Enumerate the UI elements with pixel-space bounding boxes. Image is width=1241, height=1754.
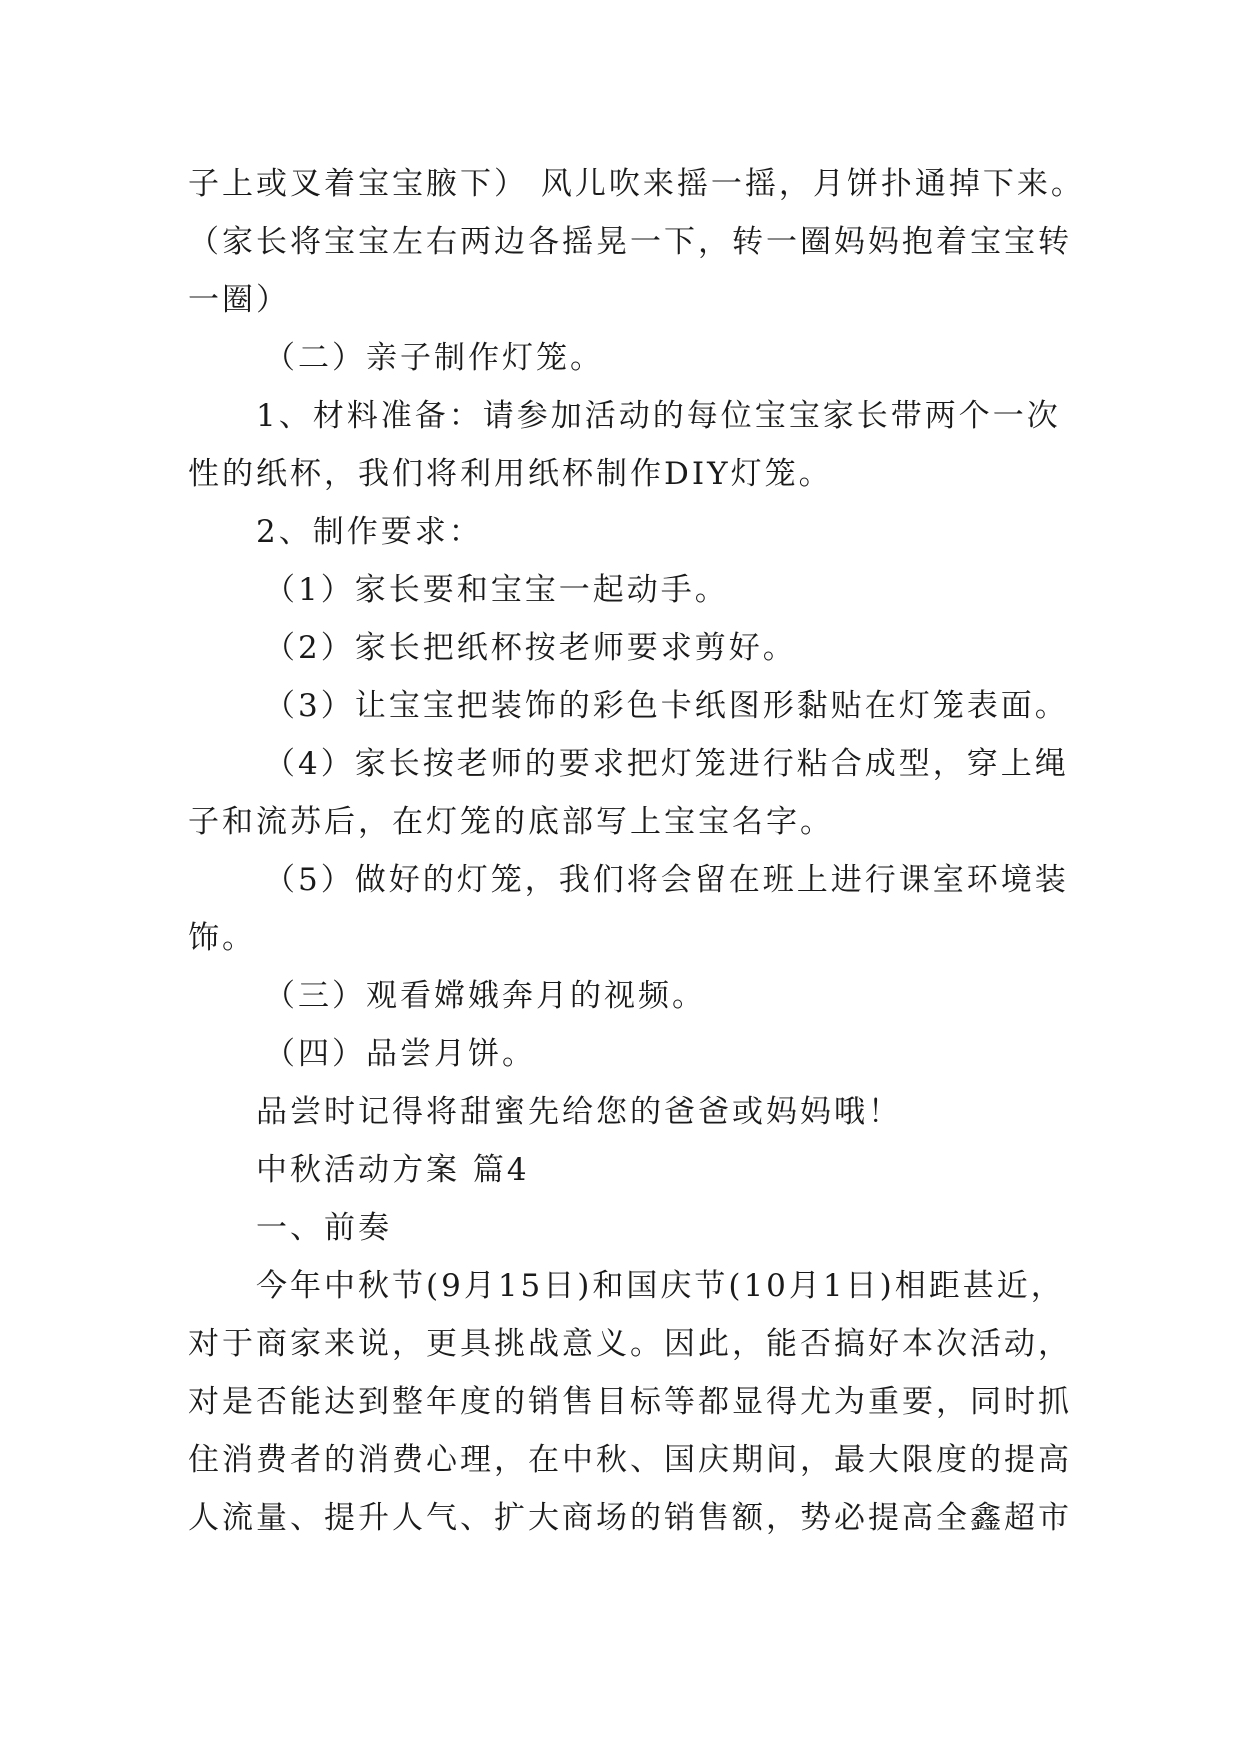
section-heading: 中秋活动方案 篇4 [256, 1152, 530, 1188]
list-item: （5）做好的灯笼，我们将会留在班上进行课室环境装 [264, 862, 1069, 898]
text-line: 对于商家来说，更具挑战意义。因此，能否搞好本次活动， [188, 1326, 1072, 1362]
text-line: 人流量、提升人气、扩大商场的销售额，势必提高全鑫超市 [188, 1500, 1072, 1536]
text-line: 性的纸杯，我们将利用纸杯制作DIY灯笼。 [188, 456, 833, 492]
list-item: （4）家长按老师的要求把灯笼进行粘合成型，穿上绳 [264, 746, 1069, 782]
text-line: 对是否能达到整年度的销售目标等都显得尤为重要，同时抓 [188, 1384, 1072, 1420]
list-item: （3）让宝宝把装饰的彩色卡纸图形黏贴在灯笼表面。 [264, 688, 1069, 724]
text-line: 一圈） [188, 282, 290, 318]
section-heading: （四）品尝月饼。 [264, 1036, 536, 1072]
text-line: 饰。 [188, 920, 256, 956]
text-line: 住消费者的消费心理，在中秋、国庆期间，最大限度的提高 [188, 1442, 1072, 1478]
section-heading: （三）观看嫦娥奔月的视频。 [264, 978, 706, 1014]
text-line: （家长将宝宝左右两边各摇晃一下，转一圈妈妈抱着宝宝转 [188, 224, 1072, 260]
text-line: 今年中秋节(9月15日)和国庆节(10月1日)相距甚近， [256, 1268, 1065, 1304]
text-line: 子和流苏后，在灯笼的底部写上宝宝名字。 [188, 804, 834, 840]
text-line: 品尝时记得将甜蜜先给您的爸爸或妈妈哦！ [256, 1094, 902, 1130]
text-line: 1、材料准备：请参加活动的每位宝宝家长带两个一次 [256, 398, 1061, 434]
list-item: （2）家长把纸杯按老师要求剪好。 [264, 630, 797, 666]
list-item: （1）家长要和宝宝一起动手。 [264, 572, 729, 608]
section-heading: （二）亲子制作灯笼。 [264, 340, 604, 376]
text-line: 子上或叉着宝宝腋下） 风儿吹来摇一摇，月饼扑通掉下来。 [188, 166, 1085, 202]
text-line: 2、制作要求： [256, 514, 483, 550]
section-heading: 一、前奏 [256, 1210, 392, 1246]
